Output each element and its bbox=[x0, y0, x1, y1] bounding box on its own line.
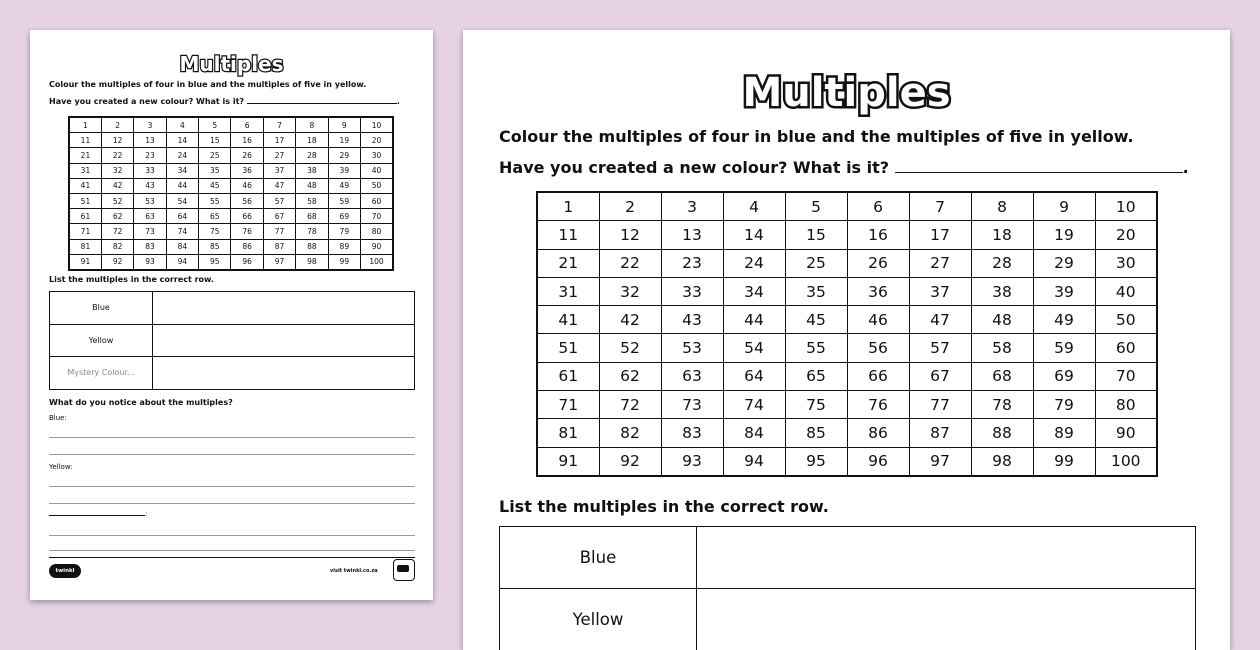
answer-blank bbox=[895, 172, 1183, 173]
grid-cell: 93 bbox=[134, 254, 166, 270]
grid-cell: 49 bbox=[328, 178, 360, 193]
grid-cell: 18 bbox=[296, 133, 328, 148]
grid-cell: 39 bbox=[328, 163, 360, 178]
grid-cell: 80 bbox=[361, 224, 393, 239]
grid-cell: 12 bbox=[101, 133, 133, 148]
grid-cell: 88 bbox=[296, 239, 328, 254]
grid-cell: 28 bbox=[971, 249, 1033, 277]
grid-row bbox=[537, 249, 1157, 277]
grid-cell: 16 bbox=[847, 221, 909, 249]
grid-row bbox=[537, 419, 1157, 447]
grid-cell: 16 bbox=[231, 133, 263, 148]
grid-cell: 66 bbox=[847, 362, 909, 390]
notice-yellow-label: Yellow: bbox=[49, 463, 73, 471]
grid-row bbox=[69, 148, 393, 163]
list-heading: List the multiples in the correct row. bbox=[49, 275, 214, 284]
grid-cell: 8 bbox=[971, 192, 1033, 221]
grid-cell: 89 bbox=[1033, 419, 1095, 447]
hundred-square-grid bbox=[536, 191, 1158, 477]
grid-cell: 25 bbox=[785, 249, 847, 277]
grid-cell: 69 bbox=[1033, 362, 1095, 390]
grid-cell: 73 bbox=[661, 391, 723, 419]
grid-cell: 48 bbox=[971, 306, 1033, 334]
writing-line bbox=[49, 486, 415, 487]
grid-cell: 57 bbox=[263, 193, 295, 208]
grid-cell: 1 bbox=[537, 192, 599, 221]
grid-cell: 11 bbox=[69, 133, 101, 148]
grid-cell: 99 bbox=[328, 254, 360, 270]
grid-row bbox=[537, 447, 1157, 476]
answer-row-mystery bbox=[50, 357, 415, 390]
grid-cell: 31 bbox=[69, 163, 101, 178]
grid-cell: 8 bbox=[296, 117, 328, 133]
grid-cell: 79 bbox=[1033, 391, 1095, 419]
grid-cell: 78 bbox=[296, 224, 328, 239]
grid-cell: 64 bbox=[166, 209, 198, 224]
grid-cell: 73 bbox=[134, 224, 166, 239]
grid-cell: 23 bbox=[661, 249, 723, 277]
grid-cell: 86 bbox=[847, 419, 909, 447]
grid-cell: 10 bbox=[361, 117, 393, 133]
grid-cell: 4 bbox=[166, 117, 198, 133]
grid-cell: 33 bbox=[134, 163, 166, 178]
answer-row-yellow bbox=[500, 589, 1196, 650]
grid-cell: 100 bbox=[1095, 447, 1157, 476]
notice-question: What do you notice about the multiples? bbox=[49, 398, 233, 407]
grid-cell: 72 bbox=[599, 391, 661, 419]
grid-cell: 13 bbox=[661, 221, 723, 249]
grid-cell: 7 bbox=[909, 192, 971, 221]
writing-line bbox=[49, 503, 415, 504]
grid-cell: 70 bbox=[361, 209, 393, 224]
grid-cell: 40 bbox=[361, 163, 393, 178]
badge-icon bbox=[393, 559, 415, 581]
worksheet-preview-large bbox=[463, 30, 1230, 650]
grid-cell: 4 bbox=[723, 192, 785, 221]
grid-cell: 31 bbox=[537, 277, 599, 305]
grid-cell: 95 bbox=[199, 254, 231, 270]
grid-cell: 42 bbox=[599, 306, 661, 334]
grid-cell: 2 bbox=[101, 117, 133, 133]
grid-row bbox=[537, 362, 1157, 390]
instruction-text: Colour the multiples of four in blue and the multiples of five in yellow. bbox=[49, 80, 366, 89]
row-label-yellow: Yellow bbox=[50, 324, 153, 357]
row-label-blue: Blue bbox=[50, 292, 153, 325]
grid-cell: 21 bbox=[537, 249, 599, 277]
grid-cell: 87 bbox=[263, 239, 295, 254]
grid-cell: 24 bbox=[166, 148, 198, 163]
grid-row bbox=[537, 221, 1157, 249]
grid-cell: 70 bbox=[1095, 362, 1157, 390]
grid-cell: 60 bbox=[361, 193, 393, 208]
answer-cell-mystery bbox=[153, 357, 415, 390]
grid-cell: 100 bbox=[361, 254, 393, 270]
grid-cell: 90 bbox=[361, 239, 393, 254]
grid-cell: 99 bbox=[1033, 447, 1095, 476]
grid-cell: 77 bbox=[909, 391, 971, 419]
grid-cell: 94 bbox=[166, 254, 198, 270]
grid-row bbox=[69, 117, 393, 133]
worksheet-title: Multiples bbox=[30, 52, 433, 76]
grid-cell: 17 bbox=[909, 221, 971, 249]
grid-cell: 66 bbox=[231, 209, 263, 224]
grid-cell: 53 bbox=[661, 334, 723, 362]
grid-cell: 2 bbox=[599, 192, 661, 221]
grid-row bbox=[69, 209, 393, 224]
grid-cell: 84 bbox=[723, 419, 785, 447]
grid-cell: 46 bbox=[847, 306, 909, 334]
row-label-yellow: Yellow bbox=[500, 589, 697, 650]
grid-cell: 71 bbox=[69, 224, 101, 239]
grid-cell: 51 bbox=[69, 193, 101, 208]
answer-cell-yellow bbox=[153, 324, 415, 357]
grid-cell: 47 bbox=[263, 178, 295, 193]
grid-cell: 19 bbox=[328, 133, 360, 148]
grid-cell: 93 bbox=[661, 447, 723, 476]
grid-cell: 75 bbox=[199, 224, 231, 239]
grid-cell: 91 bbox=[537, 447, 599, 476]
grid-cell: 50 bbox=[361, 178, 393, 193]
grid-cell: 90 bbox=[1095, 419, 1157, 447]
grid-row bbox=[537, 192, 1157, 221]
grid-cell: 25 bbox=[199, 148, 231, 163]
grid-cell: 14 bbox=[723, 221, 785, 249]
grid-cell: 29 bbox=[328, 148, 360, 163]
grid-cell: 77 bbox=[263, 224, 295, 239]
grid-cell: 85 bbox=[199, 239, 231, 254]
answer-table bbox=[499, 526, 1196, 650]
grid-cell: 14 bbox=[166, 133, 198, 148]
grid-cell: 39 bbox=[1033, 277, 1095, 305]
twinkl-logo: twinkl bbox=[49, 564, 81, 578]
hundred-square-grid bbox=[68, 116, 394, 271]
answer-row-blue bbox=[500, 527, 1196, 589]
grid-cell: 26 bbox=[847, 249, 909, 277]
grid-cell: 9 bbox=[328, 117, 360, 133]
grid-cell: 95 bbox=[785, 447, 847, 476]
row-label-mystery: Mystery Colour... bbox=[50, 357, 153, 390]
grid-cell: 19 bbox=[1033, 221, 1095, 249]
grid-cell: 51 bbox=[537, 334, 599, 362]
grid-cell: 75 bbox=[785, 391, 847, 419]
grid-cell: 56 bbox=[847, 334, 909, 362]
grid-cell: 35 bbox=[785, 277, 847, 305]
grid-cell: 56 bbox=[231, 193, 263, 208]
website-text: visit twinkl.co.za bbox=[330, 568, 378, 574]
grid-cell: 35 bbox=[199, 163, 231, 178]
grid-cell: 72 bbox=[101, 224, 133, 239]
grid-cell: 36 bbox=[847, 277, 909, 305]
answer-row-yellow bbox=[50, 324, 415, 357]
grid-cell: 30 bbox=[1095, 249, 1157, 277]
grid-cell: 32 bbox=[101, 163, 133, 178]
grid-row bbox=[69, 163, 393, 178]
grid-cell: 82 bbox=[101, 239, 133, 254]
grid-cell: 63 bbox=[134, 209, 166, 224]
grid-cell: 55 bbox=[785, 334, 847, 362]
grid-cell: 3 bbox=[661, 192, 723, 221]
grid-cell: 42 bbox=[101, 178, 133, 193]
grid-cell: 83 bbox=[661, 419, 723, 447]
grid-cell: 65 bbox=[785, 362, 847, 390]
question-text: Have you created a new colour? What is it? bbox=[499, 158, 889, 177]
writing-line bbox=[49, 437, 415, 438]
grid-row bbox=[69, 224, 393, 239]
question-line bbox=[49, 97, 400, 106]
answer-cell-blue bbox=[697, 527, 1196, 589]
grid-cell: 85 bbox=[785, 419, 847, 447]
grid-cell: 15 bbox=[199, 133, 231, 148]
grid-cell: 81 bbox=[69, 239, 101, 254]
answer-blank bbox=[247, 103, 397, 104]
grid-cell: 68 bbox=[296, 209, 328, 224]
answer-cell-yellow bbox=[697, 589, 1196, 650]
grid-row bbox=[537, 277, 1157, 305]
grid-cell: 65 bbox=[199, 209, 231, 224]
mystery-blank bbox=[49, 515, 145, 516]
grid-cell: 55 bbox=[199, 193, 231, 208]
grid-cell: 13 bbox=[134, 133, 166, 148]
grid-cell: 22 bbox=[101, 148, 133, 163]
grid-cell: 76 bbox=[847, 391, 909, 419]
grid-cell: 48 bbox=[296, 178, 328, 193]
worksheet-title: Multiples bbox=[463, 70, 1230, 116]
grid-cell: 67 bbox=[263, 209, 295, 224]
grid-cell: 52 bbox=[599, 334, 661, 362]
grid-cell: 27 bbox=[909, 249, 971, 277]
grid-cell: 67 bbox=[909, 362, 971, 390]
grid-cell: 74 bbox=[723, 391, 785, 419]
answer-cell-blue bbox=[153, 292, 415, 325]
grid-cell: 30 bbox=[361, 148, 393, 163]
grid-cell: 57 bbox=[909, 334, 971, 362]
grid-cell: 68 bbox=[971, 362, 1033, 390]
grid-cell: 74 bbox=[166, 224, 198, 239]
grid-cell: 38 bbox=[296, 163, 328, 178]
grid-cell: 44 bbox=[723, 306, 785, 334]
grid-cell: 54 bbox=[723, 334, 785, 362]
grid-cell: 47 bbox=[909, 306, 971, 334]
grid-cell: 20 bbox=[1095, 221, 1157, 249]
grid-cell: 17 bbox=[263, 133, 295, 148]
grid-cell: 78 bbox=[971, 391, 1033, 419]
grid-row bbox=[69, 193, 393, 208]
grid-cell: 24 bbox=[723, 249, 785, 277]
grid-cell: 63 bbox=[661, 362, 723, 390]
grid-cell: 7 bbox=[263, 117, 295, 133]
grid-cell: 41 bbox=[537, 306, 599, 334]
grid-cell: 91 bbox=[69, 254, 101, 270]
writing-line bbox=[49, 454, 415, 455]
grid-cell: 76 bbox=[231, 224, 263, 239]
grid-cell: 81 bbox=[537, 419, 599, 447]
writing-line bbox=[49, 550, 415, 551]
grid-cell: 52 bbox=[101, 193, 133, 208]
grid-cell: 84 bbox=[166, 239, 198, 254]
grid-row bbox=[69, 239, 393, 254]
grid-cell: 41 bbox=[69, 178, 101, 193]
grid-cell: 71 bbox=[537, 391, 599, 419]
grid-cell: 6 bbox=[231, 117, 263, 133]
grid-cell: 45 bbox=[785, 306, 847, 334]
grid-cell: 92 bbox=[101, 254, 133, 270]
grid-cell: 10 bbox=[1095, 192, 1157, 221]
instruction-text: Colour the multiples of four in blue and the multiples of five in yellow. bbox=[499, 127, 1134, 146]
grid-cell: 58 bbox=[296, 193, 328, 208]
grid-cell: 49 bbox=[1033, 306, 1095, 334]
grid-cell: 9 bbox=[1033, 192, 1095, 221]
list-heading: List the multiples in the correct row. bbox=[499, 497, 829, 516]
question-end: . bbox=[397, 97, 400, 106]
grid-cell: 92 bbox=[599, 447, 661, 476]
grid-cell: 12 bbox=[599, 221, 661, 249]
grid-cell: 38 bbox=[971, 277, 1033, 305]
question-line bbox=[499, 158, 1189, 177]
grid-cell: 36 bbox=[231, 163, 263, 178]
grid-cell: 64 bbox=[723, 362, 785, 390]
answer-row-blue bbox=[50, 292, 415, 325]
grid-row bbox=[537, 334, 1157, 362]
grid-cell: 6 bbox=[847, 192, 909, 221]
grid-cell: 34 bbox=[723, 277, 785, 305]
grid-row bbox=[537, 306, 1157, 334]
grid-cell: 20 bbox=[361, 133, 393, 148]
mystery-colon: : bbox=[145, 510, 147, 518]
grid-cell: 62 bbox=[101, 209, 133, 224]
grid-cell: 59 bbox=[1033, 334, 1095, 362]
grid-cell: 89 bbox=[328, 239, 360, 254]
mystery-line bbox=[49, 510, 147, 518]
writing-line bbox=[49, 535, 415, 536]
footer-divider bbox=[49, 557, 415, 558]
grid-cell: 18 bbox=[971, 221, 1033, 249]
grid-cell: 37 bbox=[263, 163, 295, 178]
grid-cell: 32 bbox=[599, 277, 661, 305]
grid-cell: 98 bbox=[971, 447, 1033, 476]
grid-cell: 97 bbox=[909, 447, 971, 476]
grid-cell: 83 bbox=[134, 239, 166, 254]
question-text: Have you created a new colour? What is it? bbox=[49, 97, 244, 106]
grid-cell: 62 bbox=[599, 362, 661, 390]
grid-cell: 96 bbox=[847, 447, 909, 476]
grid-cell: 61 bbox=[537, 362, 599, 390]
grid-cell: 28 bbox=[296, 148, 328, 163]
grid-cell: 60 bbox=[1095, 334, 1157, 362]
grid-cell: 80 bbox=[1095, 391, 1157, 419]
grid-cell: 27 bbox=[263, 148, 295, 163]
grid-cell: 44 bbox=[166, 178, 198, 193]
grid-cell: 98 bbox=[296, 254, 328, 270]
grid-cell: 33 bbox=[661, 277, 723, 305]
grid-cell: 87 bbox=[909, 419, 971, 447]
grid-cell: 97 bbox=[263, 254, 295, 270]
notice-blue-label: Blue: bbox=[49, 414, 67, 422]
grid-cell: 69 bbox=[328, 209, 360, 224]
grid-cell: 26 bbox=[231, 148, 263, 163]
row-label-blue: Blue bbox=[500, 527, 697, 589]
grid-cell: 88 bbox=[971, 419, 1033, 447]
grid-cell: 5 bbox=[785, 192, 847, 221]
grid-cell: 11 bbox=[537, 221, 599, 249]
grid-cell: 15 bbox=[785, 221, 847, 249]
grid-row bbox=[69, 133, 393, 148]
worksheet-preview-small bbox=[30, 30, 433, 600]
question-end: . bbox=[1183, 158, 1189, 177]
grid-row bbox=[537, 391, 1157, 419]
grid-cell: 3 bbox=[134, 117, 166, 133]
grid-cell: 61 bbox=[69, 209, 101, 224]
grid-cell: 50 bbox=[1095, 306, 1157, 334]
grid-cell: 29 bbox=[1033, 249, 1095, 277]
grid-cell: 43 bbox=[134, 178, 166, 193]
grid-cell: 1 bbox=[69, 117, 101, 133]
grid-cell: 37 bbox=[909, 277, 971, 305]
grid-cell: 82 bbox=[599, 419, 661, 447]
grid-cell: 22 bbox=[599, 249, 661, 277]
grid-cell: 5 bbox=[199, 117, 231, 133]
grid-cell: 79 bbox=[328, 224, 360, 239]
grid-cell: 94 bbox=[723, 447, 785, 476]
grid-cell: 96 bbox=[231, 254, 263, 270]
grid-cell: 23 bbox=[134, 148, 166, 163]
grid-cell: 59 bbox=[328, 193, 360, 208]
grid-cell: 43 bbox=[661, 306, 723, 334]
grid-cell: 46 bbox=[231, 178, 263, 193]
answer-table bbox=[49, 291, 415, 390]
grid-cell: 86 bbox=[231, 239, 263, 254]
grid-cell: 21 bbox=[69, 148, 101, 163]
grid-row bbox=[69, 254, 393, 270]
grid-row bbox=[69, 178, 393, 193]
grid-cell: 58 bbox=[971, 334, 1033, 362]
grid-cell: 34 bbox=[166, 163, 198, 178]
grid-cell: 40 bbox=[1095, 277, 1157, 305]
grid-cell: 45 bbox=[199, 178, 231, 193]
grid-cell: 53 bbox=[134, 193, 166, 208]
grid-cell: 54 bbox=[166, 193, 198, 208]
